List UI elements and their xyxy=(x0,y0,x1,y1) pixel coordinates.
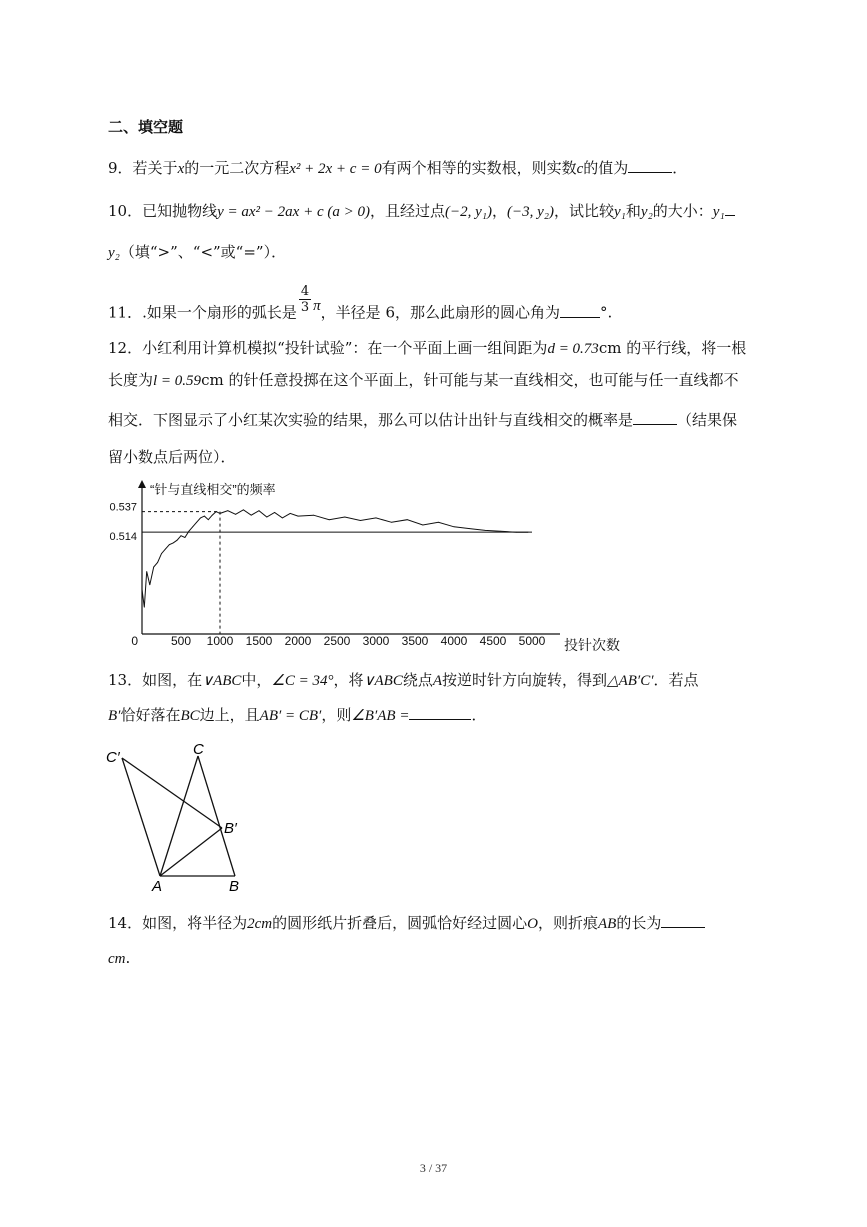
data-point xyxy=(376,518,377,519)
q12-line1-a: 小红利用计算机模拟“投针试验”：在一个平面上画一组间距为 xyxy=(142,339,548,357)
data-point xyxy=(185,537,186,538)
answer-blank[interactable] xyxy=(628,158,672,173)
q13-line2-c: 边上，且 xyxy=(199,706,260,724)
x-tick-label: 2500 xyxy=(323,634,351,648)
q9-equation: x² + 2x + c = 0 xyxy=(289,161,382,177)
data-point xyxy=(516,532,517,533)
q12-l-value: l = 0.59 xyxy=(153,373,202,389)
chart-title: “针与直线相交”的频率 xyxy=(150,482,276,497)
q13-line2-d: ，则 xyxy=(321,706,352,724)
q9-var-x: x xyxy=(177,161,185,177)
x-tick-label: 1000 xyxy=(206,634,234,648)
q11-frac-num: 4 xyxy=(300,284,310,299)
q10-text-b: ，且经过点 xyxy=(369,202,445,220)
q11-fraction xyxy=(299,284,311,315)
q13-line1-f: ．若点 xyxy=(653,671,699,689)
q12-line3-a: 相交．下图显示了小红某次实验的结果，那么可以估计出针与直线相交的概率是 xyxy=(108,411,634,429)
label-b-prime: B′ xyxy=(224,820,237,837)
q10-equation: y = ax² − 2ax + c (a > 0) xyxy=(217,204,370,220)
label-b: B xyxy=(229,878,240,895)
label-c: C xyxy=(193,741,204,758)
question-13 xyxy=(108,670,699,691)
question-9 xyxy=(108,158,687,179)
triangle-figure xyxy=(100,738,260,898)
data-point xyxy=(173,543,174,544)
data-point xyxy=(220,513,221,514)
q13-line2-a: B′ xyxy=(108,708,121,724)
q11-number: 11． xyxy=(108,303,143,322)
data-point xyxy=(146,571,147,572)
x-tick-label: 5000 xyxy=(518,634,546,648)
question-12-line2 xyxy=(108,370,738,391)
q14-radius: 2cm xyxy=(247,916,273,932)
page-number: 3 / 37 xyxy=(419,1161,448,1175)
data-point xyxy=(212,515,213,516)
data-point xyxy=(528,532,529,533)
y-axis-arrow xyxy=(138,480,146,488)
q10-y2: y₂ xyxy=(640,204,653,220)
q9-text-a: 若关于 xyxy=(132,159,178,177)
q11-pi: π xyxy=(313,297,321,314)
x-tick-label: 3500 xyxy=(401,634,429,648)
q13-eq: AB′ = CB′ xyxy=(259,708,322,724)
data-point xyxy=(344,517,345,518)
data-point xyxy=(251,515,252,516)
section-title: 二、填空题 xyxy=(108,118,184,136)
q10-line2-text: （填“>”、“<”或“=”）． xyxy=(119,243,287,261)
q11-end: °. xyxy=(600,303,613,322)
q13-tri2: ∨ABC xyxy=(363,673,403,689)
data-point xyxy=(227,510,228,511)
question-14 xyxy=(108,913,705,934)
answer-blank[interactable] xyxy=(560,303,600,318)
data-point xyxy=(192,526,193,527)
data-point xyxy=(169,544,170,545)
label-c-prime: C′ xyxy=(106,749,120,766)
y-tick-label: 0.514 xyxy=(109,531,137,544)
q13-bc: BC xyxy=(180,708,200,724)
q10-text-a: 已知抛物线 xyxy=(142,202,218,220)
q13-line1-b: 中， xyxy=(241,671,272,689)
data-point xyxy=(407,519,408,520)
q9-text-d: 的值为 xyxy=(583,159,629,177)
q10-y1: y₁ xyxy=(614,204,626,220)
segment-cb xyxy=(198,756,235,876)
data-point xyxy=(500,531,501,532)
x-tick-label: 4000 xyxy=(440,634,468,648)
q12-d-value: d = 0.73 xyxy=(547,341,599,357)
data-point xyxy=(144,607,145,608)
q14-text-c: ，则折痕 xyxy=(537,914,598,932)
data-point xyxy=(188,531,189,532)
data-point xyxy=(298,516,299,517)
x-tick-label: 2000 xyxy=(284,634,312,648)
x-tick-label: 1500 xyxy=(245,634,273,648)
answer-blank[interactable] xyxy=(725,201,735,216)
q10-sep: ， xyxy=(491,202,507,220)
data-point xyxy=(329,519,330,520)
q12-number: 12． xyxy=(108,339,143,357)
q13-angle: ∠C = 34° xyxy=(271,673,334,689)
q11-text-a: .如果一个扇形的弧长是 xyxy=(142,303,297,322)
x-axis-label: 投针次数 xyxy=(564,637,620,653)
q13-point-a: A xyxy=(432,673,443,689)
x-tick-label: 3000 xyxy=(362,634,390,648)
q12-line2-a: 长度为 xyxy=(108,371,154,389)
data-point xyxy=(157,562,158,563)
question-10 xyxy=(108,201,735,222)
data-point xyxy=(259,510,260,511)
q14-ab: AB xyxy=(597,916,617,932)
frequency-chart xyxy=(98,478,638,658)
q13-line2-b: 恰好落在 xyxy=(120,706,181,724)
data-point xyxy=(208,519,209,520)
q13-number: 13． xyxy=(108,671,143,689)
data-point xyxy=(391,522,392,523)
q10-text-d: 和 xyxy=(625,202,641,220)
q13-line1-c: ，将 xyxy=(333,671,364,689)
q13-line1-a: 如图，在 xyxy=(142,671,203,689)
q9-end: ． xyxy=(672,159,688,177)
question-12-line3 xyxy=(108,410,737,430)
question-10-line2 xyxy=(108,242,286,263)
data-point xyxy=(165,549,166,550)
question-13-line2 xyxy=(108,705,486,726)
y-tick-label: 0.537 xyxy=(109,501,137,514)
answer-blank[interactable] xyxy=(409,705,471,720)
data-point xyxy=(243,509,244,510)
data-point xyxy=(200,518,201,519)
segment-c1a xyxy=(122,758,160,876)
data-point xyxy=(469,528,470,529)
q10-y1b: y₁ xyxy=(712,204,725,220)
q14-number: 14． xyxy=(108,914,143,932)
data-point xyxy=(485,530,486,531)
q14-text-d: 的长为 xyxy=(616,914,662,932)
segment-c1b1 xyxy=(122,758,222,828)
data-point xyxy=(360,520,361,521)
question-14-line2 xyxy=(108,948,130,969)
q9-text-c: 有两个相等的实数根，则实数 xyxy=(381,159,577,177)
segment-ab1 xyxy=(160,828,222,876)
q14-line2-end: . xyxy=(125,949,131,967)
q13-tri1: ∨ABC xyxy=(202,673,242,689)
data-point xyxy=(177,540,178,541)
q13-ask: ∠B′AB = xyxy=(351,708,410,724)
q11-frac-den: 3 xyxy=(300,300,310,315)
data-point xyxy=(438,522,439,523)
data-point xyxy=(290,513,291,514)
q12-line3-b: （结果保 xyxy=(677,411,738,429)
data-point xyxy=(313,515,314,516)
q14-o: O xyxy=(527,916,538,932)
q11-text-b: ，半径是 6，那么此扇形的圆心角为 xyxy=(320,303,560,322)
q12-line2-b: cm 的针任意投掷在这个平面上，针可能与某一直线相交，也可能与任一直线都不 xyxy=(201,371,739,389)
answer-blank[interactable] xyxy=(633,410,677,425)
x-tick-label: 0 xyxy=(131,634,138,648)
data-point xyxy=(274,512,275,513)
q9-text-b: 的一元二次方程 xyxy=(184,159,290,177)
data-point xyxy=(216,511,217,512)
x-tick-label: 4500 xyxy=(479,634,507,648)
data-point xyxy=(422,525,423,526)
question-12-line4: 留小数点后两位）． xyxy=(108,448,236,466)
data-point xyxy=(454,526,455,527)
q13-tri3: △AB′C′ xyxy=(607,673,654,689)
q10-line2-y2: y₂ xyxy=(108,245,120,261)
question-12 xyxy=(108,338,746,359)
q10-point1: (−2, y₁) xyxy=(444,204,492,220)
frequency-series-line xyxy=(142,510,528,607)
q14-text-b: 的圆形纸片折叠后，圆弧恰好经过圆心 xyxy=(272,914,528,932)
q13-end: ． xyxy=(471,706,487,724)
q10-number: 10． xyxy=(108,202,143,220)
data-point xyxy=(235,514,236,515)
q14-line2: cm xyxy=(108,951,126,967)
x-tick-label: 500 xyxy=(170,634,192,648)
q12-line1-b: cm 的平行线，将一根 xyxy=(598,339,747,357)
data-point xyxy=(142,589,143,590)
data-point xyxy=(204,516,205,517)
q13-line1-d: 绕点 xyxy=(402,671,433,689)
data-point xyxy=(149,585,150,586)
q9-var-c: c xyxy=(576,161,584,177)
q13-line1-e: 按逆时针方向旋转，得到 xyxy=(442,671,608,689)
data-point xyxy=(282,518,283,519)
data-point xyxy=(181,535,182,536)
q9-number: 9． xyxy=(108,159,133,177)
q14-text-a: 如图，将半径为 xyxy=(142,914,248,932)
data-point xyxy=(266,517,267,518)
q10-point2: (−3, y₂) xyxy=(507,204,554,220)
data-point xyxy=(196,522,197,523)
label-a: A xyxy=(152,878,163,895)
answer-blank[interactable] xyxy=(661,913,705,928)
q10-text-c: ，试比较 xyxy=(554,202,615,220)
data-point xyxy=(153,567,154,568)
segment-ac xyxy=(160,756,198,876)
question-11 xyxy=(108,284,613,329)
q10-text-e: 的大小： xyxy=(652,202,713,220)
data-point xyxy=(161,553,162,554)
